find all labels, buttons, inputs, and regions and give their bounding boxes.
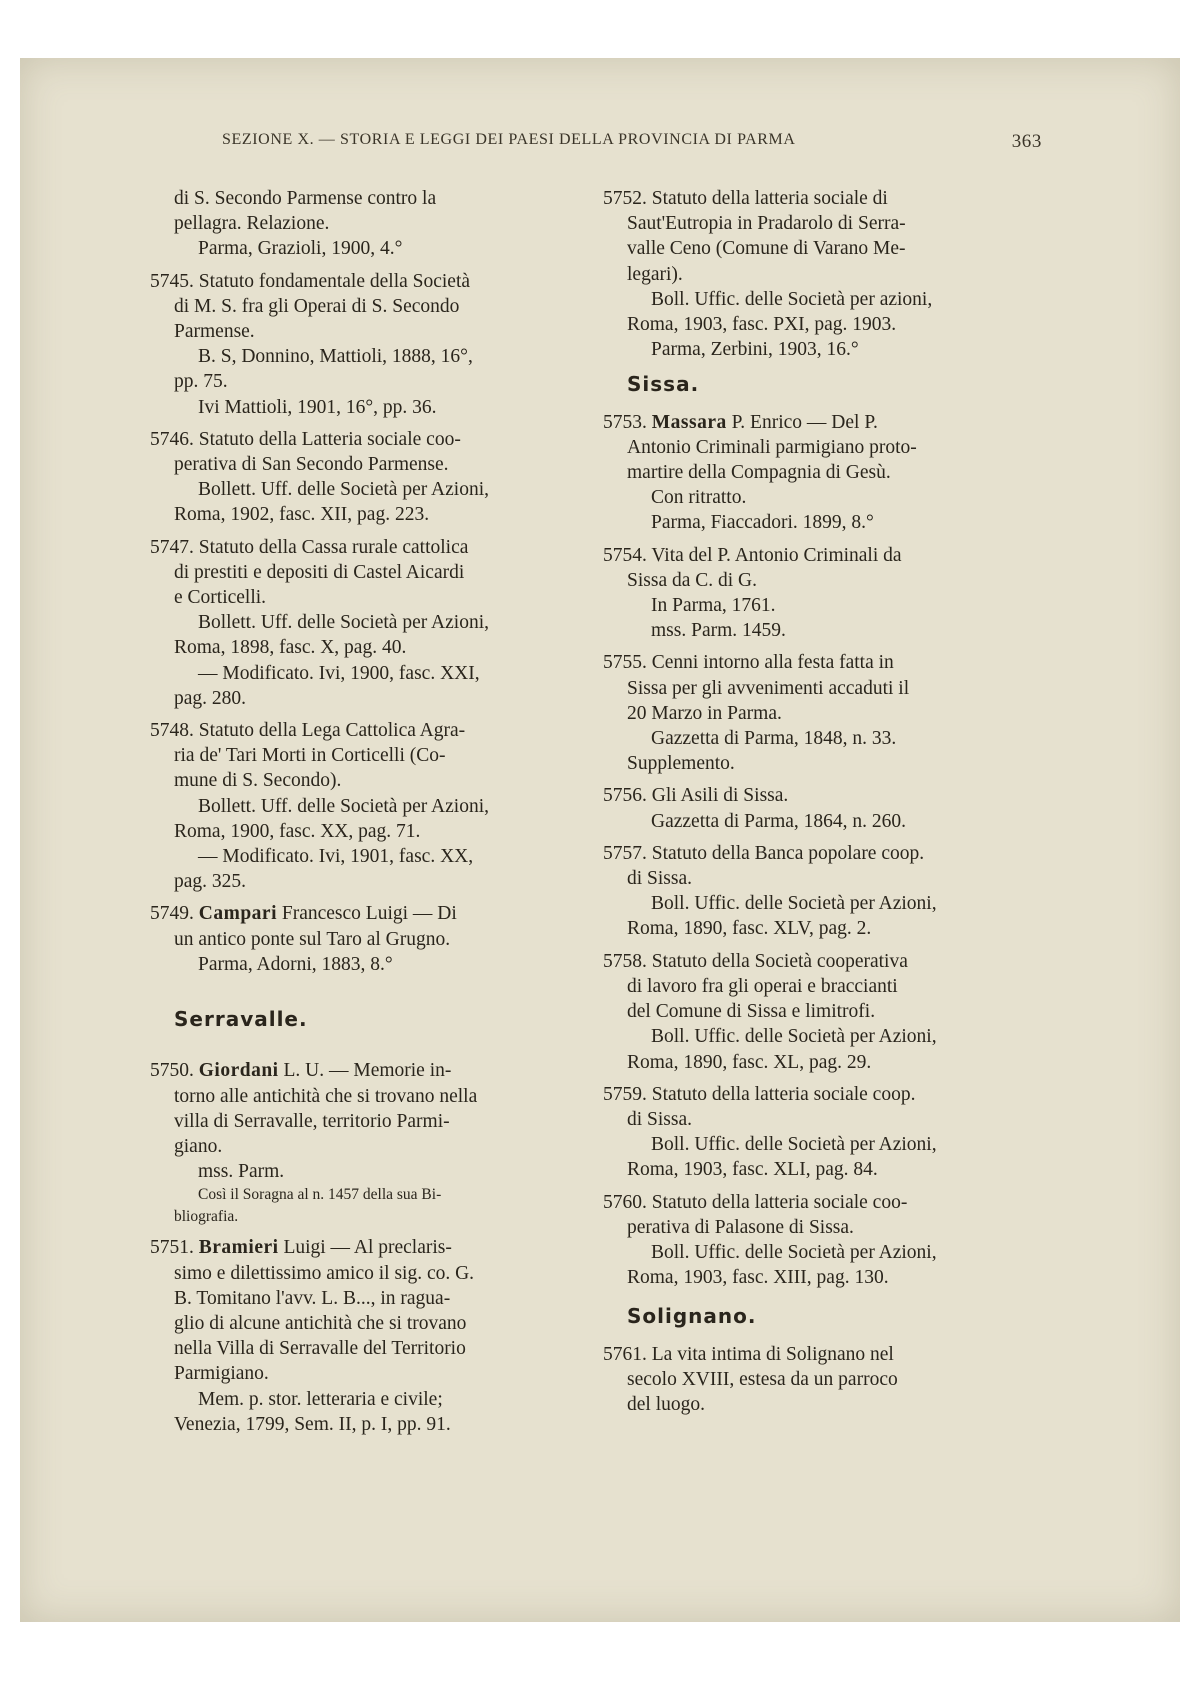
entry-line: di Sissa. bbox=[627, 1108, 693, 1130]
entry-line: di M. S. fra gli Operai di S. Secondo bbox=[174, 295, 460, 317]
publication-line: Roma, 1900, fasc. XX, pag. 71. bbox=[174, 820, 421, 842]
publication-line: Boll. Uffic. delle Società per Azioni, bbox=[651, 1026, 937, 1048]
entry-number: 5751. bbox=[150, 1237, 194, 1259]
publication-line: Roma, 1903, fasc. PXI, pag. 1903. bbox=[627, 314, 897, 336]
publication-line: Con ritratto. bbox=[651, 487, 747, 509]
entry-line: Parmigiano. bbox=[174, 1363, 269, 1385]
publication-line: Bollett. Uff. delle Società per Azioni, bbox=[198, 795, 489, 817]
entry-line: 5746. Statuto della Latteria sociale coo- bbox=[150, 428, 461, 450]
publication-line: Boll. Uffic. delle Società per Azioni, bbox=[651, 893, 937, 915]
publication-line: Gazzetta di Parma, 1848, n. 33. bbox=[651, 728, 897, 750]
section-heading-sissa: Sissa. bbox=[627, 372, 700, 397]
entry-5745 bbox=[150, 269, 590, 420]
left-column bbox=[150, 186, 590, 1444]
header-title: SEZIONE X. — STORIA E LEGGI DEI PAESI DELLA PROVINCIA DI PARMA bbox=[222, 131, 796, 148]
entry-number: 5753. bbox=[603, 411, 647, 433]
entry-5753 bbox=[603, 410, 1051, 536]
entry-line: martire della Compagnia di Gesù. bbox=[627, 462, 891, 484]
entry-line: 5757. Statuto della Banca popolare coop. bbox=[603, 842, 925, 864]
entry-line: di prestiti e depositi di Castel Aicardi bbox=[174, 561, 465, 583]
entry-5757 bbox=[603, 841, 1051, 942]
entry-line: e Corticelli. bbox=[174, 587, 267, 609]
publication-line: Parma, Zerbini, 1903, 16.° bbox=[651, 339, 859, 361]
publication-line: Supplemento. bbox=[627, 753, 735, 775]
publication-line: pp. 75. bbox=[174, 371, 228, 393]
entry-line: 5748. Statuto della Lega Cattolica Agra- bbox=[150, 720, 466, 742]
entry-line: del Comune di Sissa e limitrofi. bbox=[627, 1001, 876, 1023]
entry-5747 bbox=[150, 535, 590, 711]
running-header bbox=[222, 131, 1042, 161]
entry-line: 5756. Gli Asili di Sissa. bbox=[603, 785, 789, 807]
publication-line: Gazzetta di Parma, 1864, n. 260. bbox=[651, 810, 907, 832]
entry-5761 bbox=[603, 1342, 1051, 1418]
entry-line: 5754. Vita del P. Antonio Criminali da bbox=[603, 544, 902, 566]
entry-number: 5749. bbox=[150, 903, 194, 925]
entry-line: di lavoro fra gli operai e braccianti bbox=[627, 975, 898, 997]
entry-line: Parmense. bbox=[174, 321, 255, 343]
entry-line: glio di alcune antichità che si trovano bbox=[174, 1312, 467, 1334]
publication-line: Boll. Uffic. delle Società per Azioni, bbox=[651, 1134, 937, 1156]
entry-5758 bbox=[603, 949, 1051, 1075]
entry-5746 bbox=[150, 427, 590, 528]
publication-line: Roma, 1902, fasc. XII, pag. 223. bbox=[174, 504, 430, 526]
entry-5749 bbox=[150, 901, 590, 977]
publication-line: Bollett. Uff. delle Società per Azioni, bbox=[198, 479, 489, 501]
entry-5760 bbox=[603, 1190, 1051, 1291]
publication-line: Mem. p. stor. letteraria e civile; bbox=[198, 1388, 443, 1410]
author-name: Massara bbox=[651, 411, 727, 433]
entry-line: giano. bbox=[174, 1135, 223, 1157]
publication-line: Roma, 1890, fasc. XL, pag. 29. bbox=[627, 1051, 872, 1073]
publication-line: Boll. Uffic. delle Società per Azioni, bbox=[651, 1241, 937, 1263]
entry-line: 20 Marzo in Parma. bbox=[627, 702, 782, 724]
entry-line: 5759. Statuto della latteria sociale coop. bbox=[603, 1083, 916, 1105]
publication-line: Roma, 1903, fasc. XLI, pag. 84. bbox=[627, 1159, 878, 1181]
entry-line: pellagra. Relazione. bbox=[174, 213, 330, 235]
publication-line: Bollett. Uff. delle Società per Azioni, bbox=[198, 612, 489, 634]
entry-line: di Sissa. bbox=[627, 868, 693, 890]
author-name: Bramieri bbox=[198, 1237, 279, 1259]
entry-text: Luigi — Al preclaris- bbox=[283, 1237, 452, 1259]
right-column bbox=[603, 186, 1051, 1424]
entry-line: simo e dilettissimo amico il sig. co. G. bbox=[174, 1262, 475, 1284]
publication-line: Parma, Grazioli, 1900, 4.° bbox=[198, 238, 403, 260]
publication-line: Ivi Mattioli, 1901, 16°, pp. 36. bbox=[198, 396, 437, 418]
page-number: 363 bbox=[1011, 131, 1042, 152]
entry-line: Antonio Criminali parmigiano proto- bbox=[627, 436, 917, 458]
entry-text: Francesco Luigi — Di bbox=[281, 903, 457, 925]
publication-line: In Parma, 1761. bbox=[651, 595, 776, 617]
entry-line bbox=[150, 1235, 590, 1260]
entry-line: perativa di Palasone di Sissa. bbox=[627, 1216, 854, 1238]
entry-text: P. Enrico — Del P. bbox=[731, 411, 878, 433]
modification-line: — Modificato. Ivi, 1901, fasc. XX, bbox=[198, 846, 474, 868]
modification-line: — Modificato. Ivi, 1900, fasc. XXI, bbox=[198, 662, 480, 684]
entry-text: L. U. — Memorie in- bbox=[283, 1060, 452, 1082]
entry-line: 5755. Cenni intorno alla festa fatta in bbox=[603, 652, 894, 674]
author-name: Giordani bbox=[198, 1060, 279, 1082]
entry-line: 5758. Statuto della Società cooperativa bbox=[603, 950, 908, 972]
footnote-line: bliografia. bbox=[174, 1208, 239, 1226]
entry-line: un antico ponte sul Taro al Grugno. bbox=[174, 928, 451, 950]
entry-line: Sissa da C. di G. bbox=[627, 569, 758, 591]
publication-line: mss. Parm. bbox=[198, 1161, 285, 1183]
author-name: Campari bbox=[198, 903, 277, 925]
entry-line: di S. Secondo Parmense contro la bbox=[174, 188, 437, 209]
publication-line: mss. Parm. 1459. bbox=[651, 620, 786, 642]
publication-line: Boll. Uffic. delle Società per azioni, bbox=[651, 288, 933, 310]
entry-line: mune di S. Secondo). bbox=[174, 770, 342, 792]
entry-5751 bbox=[150, 1235, 590, 1437]
entry-line: 5761. La vita intima di Solignano nel bbox=[603, 1343, 894, 1365]
publication-line: B. S, Donnino, Mattioli, 1888, 16°, bbox=[198, 346, 473, 368]
entry-line bbox=[150, 901, 590, 926]
modification-line: pag. 280. bbox=[174, 687, 247, 709]
entry-line: 5752. Statuto della latteria sociale di bbox=[603, 188, 888, 209]
entry-line: ria de' Tari Morti in Corticelli (Co- bbox=[174, 745, 446, 767]
entry-continuation bbox=[150, 186, 590, 262]
entry-line: torno alle antichità che si trovano nella bbox=[174, 1085, 478, 1107]
entry-line: valle Ceno (Comune di Varano Me- bbox=[627, 238, 906, 260]
publication-line: Roma, 1898, fasc. X, pag. 40. bbox=[174, 637, 407, 659]
footnote-line: Così il Soragna al n. 1457 della sua Bi- bbox=[198, 1186, 442, 1204]
section-heading-solignano: Solignano. bbox=[627, 1304, 757, 1329]
entry-line: perativa di San Secondo Parmense. bbox=[174, 454, 449, 476]
entry-line: legari). bbox=[627, 263, 683, 285]
publication-line: Parma, Adorni, 1883, 8.° bbox=[198, 953, 393, 975]
entry-line: 5745. Statuto fondamentale della Società bbox=[150, 270, 471, 292]
entry-line: nella Villa di Serravalle del Territorio bbox=[174, 1338, 466, 1360]
entry-line: 5747. Statuto della Cassa rurale cattolica bbox=[150, 536, 469, 558]
entry-line: villa di Serravalle, territorio Parmi- bbox=[174, 1110, 450, 1132]
entry-5755 bbox=[603, 650, 1051, 776]
entry-line: secolo XVIII, estesa da un parroco bbox=[627, 1368, 898, 1390]
modification-line: pag. 325. bbox=[174, 871, 247, 893]
entry-5748 bbox=[150, 718, 590, 894]
entry-5754 bbox=[603, 543, 1051, 644]
entry-5750 bbox=[150, 1058, 590, 1228]
entry-5759 bbox=[603, 1082, 1051, 1183]
entry-line: B. Tomitano l'avv. L. B..., in ragua- bbox=[174, 1287, 451, 1309]
entry-line: Sissa per gli avvenimenti accaduti il bbox=[627, 677, 910, 699]
publication-line: Roma, 1890, fasc. XLV, pag. 2. bbox=[627, 918, 872, 940]
section-heading-serravalle: Serravalle. bbox=[174, 1007, 308, 1032]
entry-line: del luogo. bbox=[627, 1393, 705, 1415]
entry-number: 5750. bbox=[150, 1060, 194, 1082]
entry-5752 bbox=[603, 186, 1051, 362]
entry-line bbox=[150, 1058, 590, 1083]
publication-line: Roma, 1903, fasc. XIII, pag. 130. bbox=[627, 1267, 889, 1289]
publication-line: Parma, Fiaccadori. 1899, 8.° bbox=[651, 512, 874, 534]
publication-line: Venezia, 1799, Sem. II, p. I, pp. 91. bbox=[174, 1413, 451, 1435]
entry-5756 bbox=[603, 783, 1051, 833]
entry-line: Saut'Eutropia in Pradarolo di Serra- bbox=[627, 213, 906, 235]
entry-line bbox=[603, 410, 1051, 435]
entry-line: 5760. Statuto della latteria sociale coo- bbox=[603, 1191, 908, 1213]
